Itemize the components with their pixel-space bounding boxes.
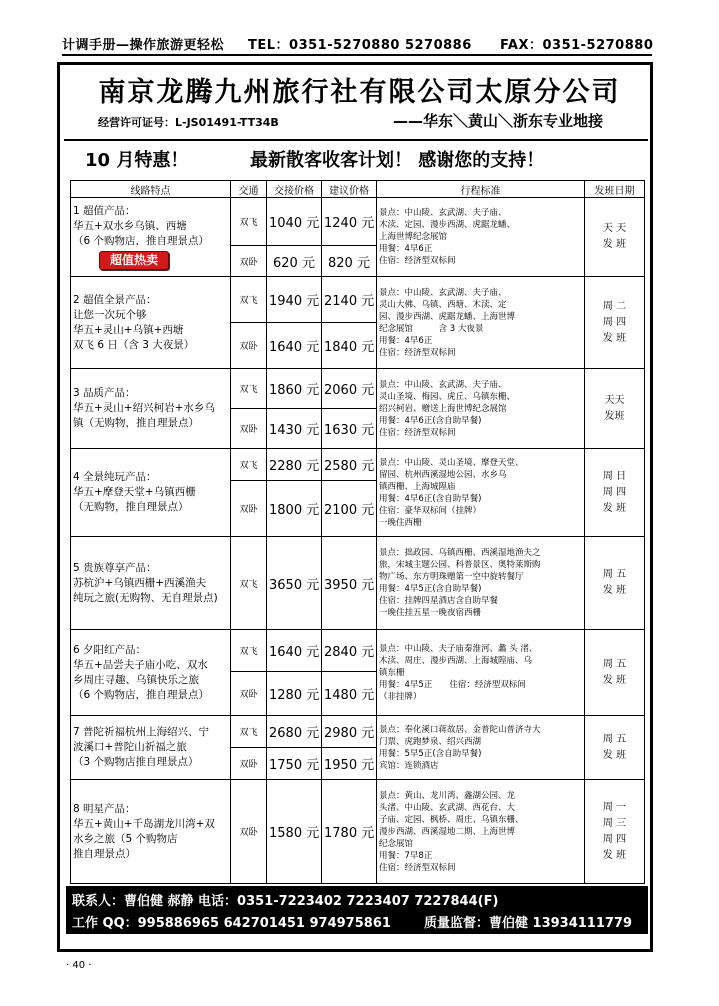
route-cell xyxy=(71,198,231,277)
net-price-cell: 1580 元 xyxy=(267,780,322,884)
departure-cell: 周 五 发 班 xyxy=(585,716,645,780)
route-title: 8 明星产品： 华五+黄山+千岛湖龙川湾+双 水乡之旅（5 个购物店 推自理景点） xyxy=(71,780,231,884)
departure-cell: 周 二 周 四 发 班 xyxy=(585,277,645,369)
table-header-row xyxy=(71,181,645,198)
suggested-price-cell: 820 元 xyxy=(322,246,377,277)
company-name: 南京龙腾九州旅行社有限公司太原分公司 xyxy=(98,77,621,108)
suggested-price-cell: 1950 元 xyxy=(322,748,377,780)
suggested-price-cell: 3950 元 xyxy=(322,537,377,630)
header-suggested-price: 建议价格 xyxy=(322,181,377,198)
table-row xyxy=(71,537,645,630)
header-net-price: 交接价格 xyxy=(267,181,322,198)
suggested-price-cell: 1240 元 xyxy=(322,198,377,246)
contact-line: 联系人：曹伯健 郝静 电话：0351-7223402 7223407 7227844(F) xyxy=(72,894,499,909)
departure-cell: 天天 发班 xyxy=(585,369,645,449)
transport-cell: 双卧 xyxy=(231,323,267,369)
header-tagline: 计调手册—操作旅游更轻松 xyxy=(62,38,225,53)
promo-month: 10 月特惠！ xyxy=(85,150,189,171)
transport-cell: 双卧 xyxy=(231,780,267,884)
itinerary-cell: 景点：中山陵、灵山圣境、摩登天堂、 留园、杭州西溪湿地公园、水乡乌 镇西栅、上海城隍庙 用餐：4早6正(含自助早餐) 住宿：豪华双标间（挂牌） 一晚住西栅 xyxy=(377,449,585,537)
suggested-price-cell: 1480 元 xyxy=(322,672,377,716)
suggested-price-cell: 1840 元 xyxy=(322,323,377,369)
table-row xyxy=(71,369,645,409)
header-transport: 交通 xyxy=(231,181,267,198)
net-price-cell: 1860 元 xyxy=(267,369,322,409)
net-price-cell: 1750 元 xyxy=(267,748,322,780)
transport-cell: 双卧 xyxy=(231,409,267,449)
route-title: 3 品质产品： 华五+灵山+绍兴柯岩+水乡乌 镇（无购物，推自理景点） xyxy=(71,369,231,449)
route-title: 6 夕阳红产品： 华五+品尝夫子庙小吃、双水 乡周庄寻趣、乌镇快乐之旅 （6 个购物店，推自理景点） xyxy=(71,630,231,716)
promo-message: 最新散客收客计划！ 感谢您的支持！ xyxy=(250,150,545,171)
license-number: 经营许可证号：L-JS01491-TT34B xyxy=(98,116,279,129)
itinerary-cell: 景点：中山陵、玄武湖、夫子庙、 灵山圣境、梅园、虎丘、乌镇东栅、 绍兴柯岩、赠送上海世博纪念展馆 用餐：4早6正(含自助早餐) 住宿：经济型双标间 xyxy=(377,369,585,449)
suggested-price-cell: 2140 元 xyxy=(322,277,377,323)
transport-cell: 双飞 xyxy=(231,537,267,630)
net-price-cell: 1640 元 xyxy=(267,323,322,369)
itinerary-cell: 景点：奉化溪口蒋故居、金普陀山普济寺大 门票、虎跑梦泉、绍兴西湖 用餐：5早5正(含自助早餐) 宾馆：连锁酒店 xyxy=(377,716,585,780)
header-itinerary: 行程标准 xyxy=(377,181,585,198)
transport-cell: 双卧 xyxy=(231,246,267,277)
tour-table xyxy=(70,180,645,884)
itinerary-cell: 景点：黄山、龙川湾、鑫湖公园、龙 头渚、中山陵、玄武湖、西花台、大 子庙、定园、枫桥、周庄、乌镇东栅、 漫步西湖、西溪湿地二期、上海世博 纪念展馆 用餐：7早8正 住宿：经济型双标间 xyxy=(377,780,585,884)
route-title: 5 贵族尊享产品： 苏杭沪+乌镇西栅+西溪渔夫 纯玩之旅(无购物、无自理景点) xyxy=(71,537,231,630)
hot-sale-badge: 超值热卖 xyxy=(99,251,169,270)
transport-cell: 双飞 xyxy=(231,198,267,246)
net-price-cell: 620 元 xyxy=(267,246,322,277)
header-fax: FAX：0351-5270880 xyxy=(500,38,654,53)
route-title: 4 全景纯玩产品： 华五+摩登天堂+乌镇西栅 （无购物，推自理景点） xyxy=(71,449,231,537)
suggested-price-cell: 2060 元 xyxy=(322,369,377,409)
itinerary-cell: 景点：拙政园、乌镇西栅、西溪湿地渔夫之 旅，宋城主题公园、科普景区、奥特莱斯购 物广场、东方明珠赠第一空中旋转餐厅 用餐：4早5正(含自助早餐) 住宿：挂牌四星酒店含自助早餐 一晚住挂五星一晚夜宿西栅 xyxy=(377,537,585,630)
qq-line: 工作 QQ：995886965 642701451 974975861 xyxy=(72,916,391,931)
page-number: · 40 · xyxy=(66,960,92,971)
suggested-price-cell: 1780 元 xyxy=(322,780,377,884)
route-title: 7 普陀祈福杭州上海绍兴、宁 波溪口+普陀山祈福之旅 （3 个购物店推自理景点） xyxy=(71,716,231,780)
net-price-cell: 1430 元 xyxy=(267,409,322,449)
company-slogan: ——华东＼黄山＼浙东专业地接 xyxy=(393,112,604,130)
departure-cell: 周 五 发 班 xyxy=(585,630,645,716)
itinerary-cell: 景点：中山陵、玄武湖、夫子庙、 木渎、定园、漫步西湖、虎踞龙蟠、 上海世博纪念展馆 用餐：4早6正 住宿：经济型双标间 xyxy=(377,198,585,277)
header-bar xyxy=(62,32,652,56)
header-route: 线路特点 xyxy=(71,181,231,198)
transport-cell: 双飞 xyxy=(231,630,267,672)
departure-cell: 天 天 发 班 xyxy=(585,198,645,277)
header-tel: TEL：0351-5270880 5270886 xyxy=(248,38,472,53)
transport-cell: 双卧 xyxy=(231,748,267,780)
route-title: 1 超值产品： 华五+双水乡乌镇、西塘 （6 个购物店，推自理景点） xyxy=(73,205,210,247)
transport-cell: 双卧 xyxy=(231,481,267,537)
table-row xyxy=(71,277,645,323)
suggested-price-cell: 2840 元 xyxy=(322,630,377,672)
net-price-cell: 1940 元 xyxy=(267,277,322,323)
itinerary-cell: 景点：中山陵、玄武湖、夫子庙、 灵山大佛、乌镇、西塘、木渎、定 园、漫步西湖、虎踞龙蟠、上海世博 纪念展馆 含 3 大夜景 用餐：4早6正 住宿：经济型双标间 xyxy=(377,277,585,369)
departure-cell: 周 日 周 四 发 班 xyxy=(585,449,645,537)
table-row xyxy=(71,780,645,884)
net-price-cell: 1040 元 xyxy=(267,198,322,246)
suggested-price-cell: 2100 元 xyxy=(322,481,377,537)
departure-cell: 周 一 周 三 周 四 发 班 xyxy=(585,780,645,884)
header-departure: 发班日期 xyxy=(585,181,645,198)
table-row xyxy=(71,449,645,481)
departure-cell: 周 五 发 班 xyxy=(585,537,645,630)
route-title: 2 超值全景产品： 让您一次玩个够 华五+灵山+乌镇+西塘 双飞 6 日（含 3 大夜景） xyxy=(71,277,231,369)
net-price-cell: 1280 元 xyxy=(267,672,322,716)
transport-cell: 双飞 xyxy=(231,277,267,323)
net-price-cell: 2280 元 xyxy=(267,449,322,481)
supervisor-line: 质量监督：曹伯健 13934111779 xyxy=(424,916,633,931)
suggested-price-cell: 1630 元 xyxy=(322,409,377,449)
contact-footer xyxy=(66,886,648,934)
net-price-cell: 1800 元 xyxy=(267,481,322,537)
transport-cell: 双飞 xyxy=(231,716,267,748)
net-price-cell: 1640 元 xyxy=(267,630,322,672)
transport-cell: 双飞 xyxy=(231,369,267,409)
table-row xyxy=(71,630,645,672)
suggested-price-cell: 2580 元 xyxy=(322,449,377,481)
table-row xyxy=(71,716,645,748)
table-row xyxy=(71,198,645,246)
suggested-price-cell: 2980 元 xyxy=(322,716,377,748)
net-price-cell: 3650 元 xyxy=(267,537,322,630)
divider xyxy=(64,139,648,141)
transport-cell: 双卧 xyxy=(231,672,267,716)
itinerary-cell: 景点：中山陵、夫子庙秦淮河、蠡 头 渚、 木渎、周庄、漫步西湖、上海城隍庙、乌 镇东栅 用餐：4早5正 住宿：经济型双标间 （非挂牌） xyxy=(377,630,585,716)
transport-cell: 双飞 xyxy=(231,449,267,481)
net-price-cell: 2680 元 xyxy=(267,716,322,748)
